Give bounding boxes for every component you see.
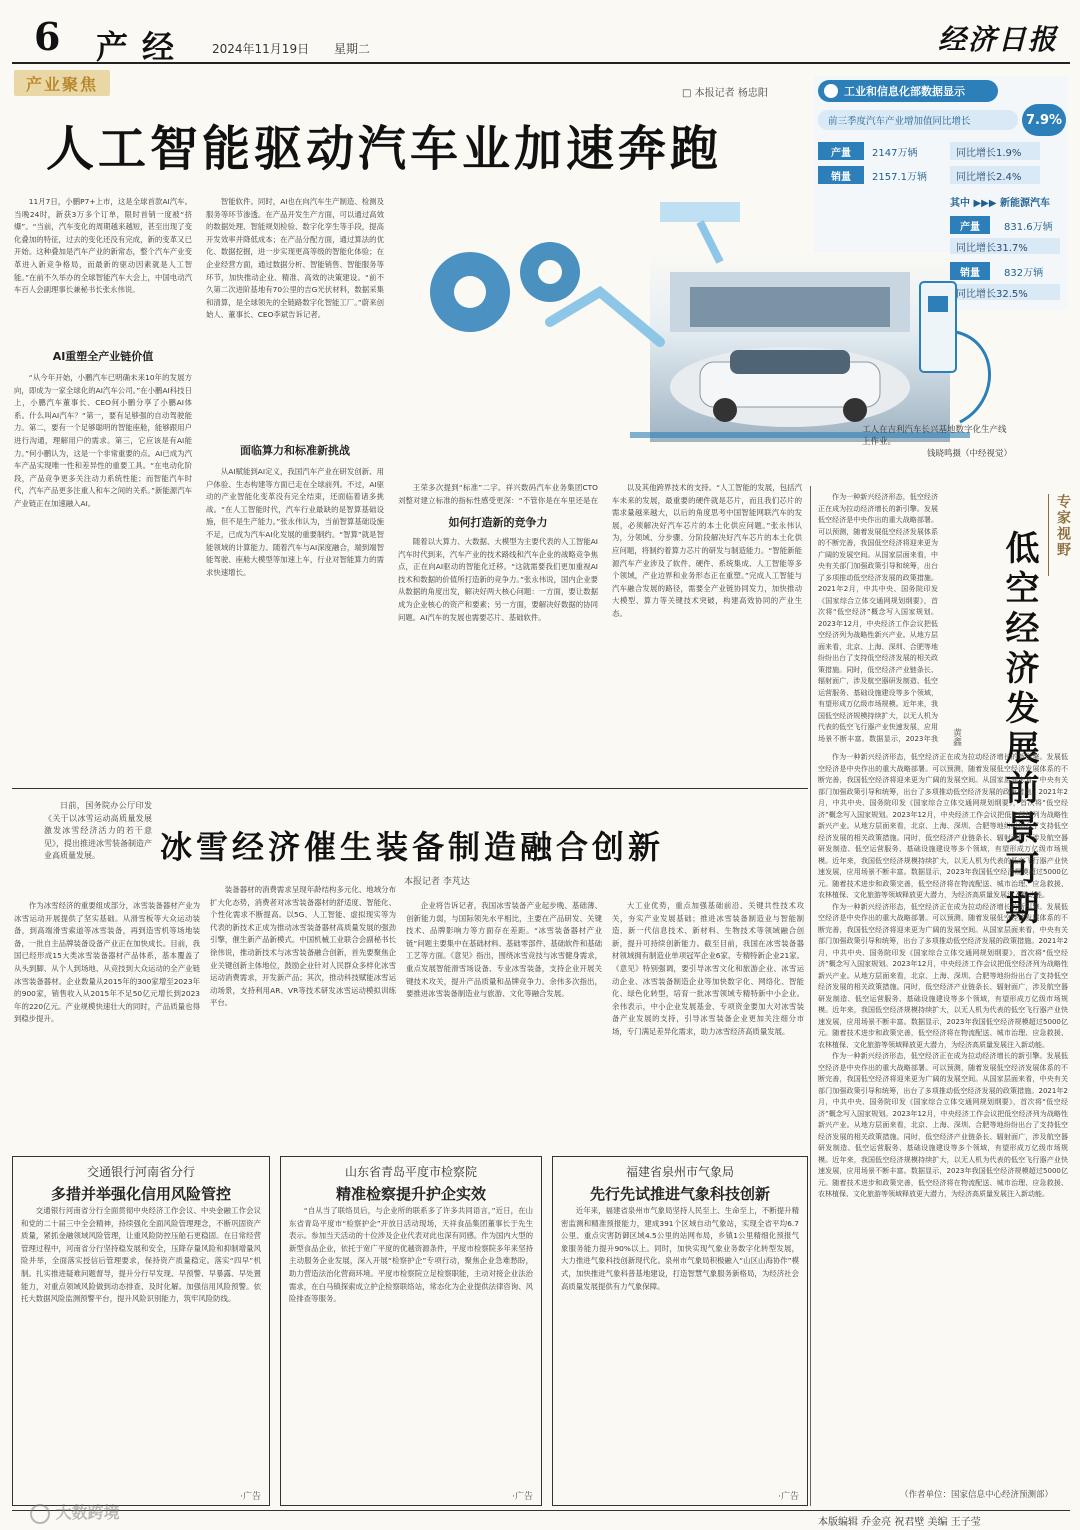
main-col1b-text: “从今年开始，小鹏汽车已明确未来10年的发展方向，即成为一家全球化的AI汽车公司。”在小鹏AI科技日上，小鹏汽车董事长、CEO何小鹏分享了小鹏AI体系。什么叫AI汽车？“第一，要有足够强的自动驾驶能力。第二，要有一个足够聪明的智能座舱，能够跟用户进行沟通，理解用户的需求。第三，它应该是有AI能力。”何小鹏认为，这是一个非常重要的点。AI已成为汽车产品实现唯一性和差异性的重要工具。“在电动化阶段，产品竞争更多关注动力系统性能；而智能汽车时代，汽车产品更多注重人和车之间的关系。”新能源汽车产业链正在加速融入AI。	[14, 373, 192, 508]
issue-weekday: 星期二	[334, 42, 371, 56]
ice-lead	[44, 800, 152, 900]
nev-prefix: 其中	[950, 198, 970, 209]
ice-col1	[14, 900, 200, 1146]
stat-value-sales: 2157.1万辆	[872, 171, 927, 183]
byline-main	[682, 84, 768, 99]
main-subhead-2: 面临算力和标准新挑战	[240, 444, 350, 457]
ad-box-procuratorate-body	[289, 1205, 533, 1487]
watermark-text: 大数跨境	[55, 1503, 120, 1522]
ice-col2-text: 装备器材的消费需求呈现年龄结构多元化、地域分布扩大化态势，消费者对冰雪装备器材的舒适度、智能化、个性化需求不断提高。以5G、人工智能、虚拟现实等为代表的新技术正成为推动冰雪装备器材高质量发展的强劲引擎，催生新产品新模式。中国机械工业联合会副秘书长徐伟说，推动新技术与冰雪装备融合创新，首先要聚焦企业关键创新主体地位，鼓励企业针对人民群众多样化冰雪运动消费需求，开发新产品；其次，推动科技赋能冰雪运动场景，支持利用AR、VR等技术研发冰雪运动模拟训练平台。	[210, 885, 396, 1008]
ad-box-bank-body	[21, 1205, 261, 1487]
main-col1-text: 11月7日，小鹏P7+上市，这是全球首款AI汽车。当晚24时，新获3万多个订单，限时首销一度被“挤爆”。“当前，汽车变化的周期越来越短，甚至出现了变化叠加的特征，过去的变化还没有完成，新的变革又已开始。这种叠加是汽车产业的新常态，整个汽车产业变革进入新竞争格局，而最新的驱动因素就是人工智能。”在前不久举办的全球智能汽车大会上，中国电动汽车百人会副理事长兼秘书长张永伟说。	[14, 197, 192, 295]
ice-headline: 冰雪经济催生装备制造融合创新	[160, 828, 665, 866]
lowalt-body-text-b: 作为一种新兴经济形态，低空经济正在成为拉动经济增长的新引擎。发展低空经济是中央作出的重大战略部署。可以预测，随着发展低空经济发展体系的不断完善，我国低空经济将迎来更为广阔的发展空间。从国家层面来看，中央有关部门加强政策引导和统筹，出台了多项推动低空经济发展的政策措施。2021年2月，中共中央、国务院印发《国家综合立体交通网规划纲要》，首次将“低空经济”概念写入国家规划。2023年12月，中央经济工作会议把低空经济列为战略性新兴产业。从地方层面来看，北京、上海、深圳、合肥等地纷纷出台了支持低空经济发展的相关政策措施。同时，低空经济产业链条长、辐射面广，涉及航空器研发制造、低空运营服务、基础设施建设等多个领域，有望形成万亿级市场规模。近年来，我国低空经济规模持续扩大，以无人机为代表的低空飞行器产业快速发展，应用场景不断丰富。数据显示，2023年我国低空经济规模超过5000亿元。随着技术进步和政策完善，低空经济将在物流配送、城市治理、应急救援、农林植保、文化旅游等领域释放更大潜力，为经济高质量发展注入新动能。	[818, 753, 1068, 899]
main-article-col1	[14, 196, 192, 338]
ad-box-weather-ad: ·广告	[778, 1492, 799, 1502]
photo-credit: 钱晓鸣摄（中经视觉）	[926, 449, 1012, 459]
lowalt-body-cont	[818, 752, 1068, 1482]
lowalt-body-text-a: 作为一种新兴经济形态，低空经济正在成为拉动经济增长的新引擎。发展低空经济是中央作出的重大战略部署。可以预测，随着发展低空经济发展体系的不断完善，我国低空经济将迎来更为广阔的发展空间。从国家层面来看，中央有关部门加强政策引导和统筹，出台了多项推动低空经济发展的政策措施。2021年2月，中共中央、国务院印发《国家综合立体交通网规划纲要》，首次将“低空经济”概念写入国家规划。2023年12月，中央经济工作会议把低空经济列为战略性新兴产业。从地方层面来看，北京、上海、深圳、合肥等地纷纷出台了支持低空经济发展的相关政策措施。同时，低空经济产业链条长、辐射面广，涉及航空器研发制造、低空运营服务、基础设施建设等多个领域，有望形成万亿级市场规模。近年来，我国低空经济规模持续扩大，以无人机为代表的低空飞行器产业快速发展，应用场景不断丰富。数据显示，2023年我	[818, 493, 938, 743]
byline-text: 本报记者 杨忠阳	[694, 88, 768, 99]
main-col3b-text: 随着以大算力、大数据、大模型为主要代表的人工智能AI汽车时代到来，汽车产业的技术路线和汽车企业的战略竞争焦点，正在向AI驱动的智能化迁移。“这就需要我们更加重视AI技术和数据的价值所打造新的竞争力。”张永伟说，国内企业要从数据的角度出发，解决好两大核心问题：一方面，要让数据成为企业核心的资产和要素；另一方面，要解决好数据的协同问题。AI汽车的发展也需要芯片、基础软件。	[398, 537, 598, 622]
lowalt-body-text-c: 作为一种新兴经济形态，低空经济正在成为拉动经济增长的新引擎。发展低空经济是中央作出的重大战略部署。可以预测，随着发展低空经济发展体系的不断完善，我国低空经济将迎来更为广阔的发展空间。从国家层面来看，中央有关部门加强政策引导和统筹，出台了多项推动低空经济发展的政策措施。2021年2月，中共中央、国务院印发《国家综合立体交通网规划纲要》，首次将“低空经济”概念写入国家规划。2023年12月，中央经济工作会议把低空经济列为战略性新兴产业。从地方层面来看，北京、上海、深圳、合肥等地纷纷出台了支持低空经济发展的相关政策措施。同时，低空经济产业链条长、辐射面广，涉及航空器研发制造、低空运营服务、基础设施建设等多个领域，有望形成万亿级市场规模。近年来，我国低空经济规模持续扩大，以无人机为代表的低空飞行器产业快速发展，应用场景不断丰富。数据显示，2023年我国低空经济规模超过5000亿元。随着技术进步和政策完善，低空经济将在物流配送、城市治理、应急救援、农林植保、文化旅游等领域释放更大潜力，为经济高质量发展注入新动能。	[818, 902, 1068, 1049]
lowalt-credit: （作者单位：国家信息中心经济预测部）	[900, 1490, 1054, 1500]
ad-box-weather-body-text: 近年来，福建省泉州市气象局坚持人民至上、生命至上，不断提升精密监测和精准预报能力，建成391个区域自动气象站，实现全省平均6.7公里、重点灾害防御区域4.5公里的站网布局，乡镇1公里精细化预报气象服务能力提升90%以上。同时，加快实现气象业务数字化转型发展，大力推进气象科技创新现代化。泉州市气象局积极融入“山区山海协作”模式，加快推进气象科普基地建设，打造智慧气象服务新格局，为经济社会高质量发展提供有力气象保障。	[561, 1206, 799, 1291]
watermark-logo-icon	[30, 1504, 50, 1524]
nev-value-sales: 832万辆	[1004, 267, 1044, 279]
ice-col4-text: 大工业优势，重点加强基础前沿、关键共性技术攻关，夯实产业发展基础；推进冰雪装备制造业与智能制造、新一代信息技术、新材料、生物技术等领域融合创新，提升可持续创新能力。截至目前，我国在冰雪装备器材领域拥有制造业单项冠军企业6家、专精特新企业21家。《意见》特别强调，要引导冰雪文化和旅游企业、冰雪运动企业、冰雪装备制造企业等加快数字化、网络化、智能化、绿色化转型，培育一批冰雪领域专精特新中小企业。余伟表示，中小企业发展基金、专项资金要加大对冰雪装备产业发展的支持，引导冰雪装备企业更加关注细分市场，专门满足差异化需求，助力冰雪经济高质量发展。	[612, 901, 804, 1036]
data-panel-title: 工业和信息化部数据显示	[844, 85, 965, 98]
stat-label-output: 产量	[818, 142, 864, 160]
ice-col3	[406, 900, 602, 1146]
main-col2b-text: 从AI赋能到AI定义，我国汽车产业在研发创新、用户体验、生态构建等方面已走在全球前列。不过，AI驱动的产业智能化变革没有完全结束，还面临着诸多挑战。“在人工智能时代，汽车行业最缺的是智算基础设施，但不是生产能力。”张永伟认为，当前智算基础设施不足，已成为汽车AI化发展的重要制约。“智算”就是智能领域的计算能力。随着汽车与AI深度融合，端到端智能驾驶、座舱大模型等加速上车，行业对智能算力的需求快速增长。	[206, 467, 384, 577]
ad-box-weather-org: 福建省泉州市气象局	[625, 1165, 734, 1179]
main-article-col2b	[206, 466, 384, 780]
ad-box-bank-body-text: 交通银行河南省分行全面贯彻中央经济工作会议、中央金融工作会议和党的二十届三中全会精神，持续强化全面风险管理理念，不断巩固资产质量，紧抓金融领域风险管理，让重风险防控压舱石更稳固。在日常经营管理过程中，河南省分行坚持稳发展和安全，压降存量风险和抑制增量风险并举，全面落实授信后管理要求，保持资产质量稳定。落实“四早”机制。扎实推进疑难问题督导，提升分行早发现、早预警、早暴露、早处置能力，对重点领域风险做到动态排查、及时化解。加强信用风险预警。依托大数据风险监测预警平台，提升风险识别能力，筑牢风险防线。	[21, 1206, 261, 1304]
data-panel-icon	[824, 84, 838, 98]
main-article-col3	[398, 482, 598, 506]
newspaper-logo: 经济日报	[938, 23, 1059, 56]
growth-badge	[1022, 104, 1066, 136]
ice-byline: 本报记者 李芃达	[404, 877, 470, 887]
ice-col1-text: 作为冰雪经济的重要组成部分，冰雪装备器材产业为冰雪运动开展提供了坚实基础。从滑雪板等大众运动装备，到高端滑雪索道等冰雪装备，再到造雪机等场地装备，一批自主品牌装备设备产业正在加快成长。目前，我国已经形成15大类冰雪装备器材产品体系，基本覆盖了从头到脚、从个人到场地、从竞技到大众运动的全产业链冰雪装备器材。企业数量从2015年的300家增至2023年的900家，销售收入从2015年不足50亿元增长到2023年的220亿元。产业规模快速壮大的同时，产品质量也得到稳步提升。	[14, 901, 200, 1024]
lowalt-body-text-d: 作为一种新兴经济形态，低空经济正在成为拉动经济增长的新引擎。发展低空经济是中央作出的重大战略部署。可以预测，随着发展低空经济发展体系的不断完善，我国低空经济将迎来更为广阔的发展空间。从国家层面来看，中央有关部门加强政策引导和统筹，出台了多项推动低空经济发展的政策措施。2021年2月，中共中央、国务院印发《国家综合立体交通网规划纲要》，首次将“低空经济”概念写入国家规划。2023年12月，中央经济工作会议把低空经济列为战略性新兴产业。从地方层面来看，北京、上海、深圳、合肥等地纷纷出台了支持低空经济发展的相关政策措施。同时，低空经济产业链条长、辐射面广，涉及航空器研发制造、低空运营服务、基础设施建设等多个领域，有望形成万亿级市场规模。近年来，我国低空经济规模持续扩大，以无人机为代表的低空飞行器产业快速发展，应用场景不断丰富。数据显示，2023年我国低空经济规模超过5000亿元。随着技术进步和政策完善，低空经济将在物流配送、城市治理、应急救援、农林植保、文化旅游等领域释放更大潜力，为经济高质量发展注入新动能。	[818, 1052, 1068, 1198]
ad-box-procuratorate-org: 山东省青岛平度市检察院	[344, 1165, 477, 1179]
expert-tag	[1048, 494, 1075, 576]
main-col3-text: 王荣多次提到“标准”二字。祥兴数码汽车业务集团CTO刘整对建立标准的指标性感受更深：“不管你是在车里还是在	[398, 483, 598, 505]
footer-editors: 本版编辑 乔金亮 祝君壁 美编 王子莹	[818, 1517, 981, 1528]
growth-line	[818, 110, 1018, 130]
stat-label-sales: 销量	[818, 166, 864, 184]
ad-box-procuratorate	[280, 1156, 542, 1506]
stat-value-output: 2147万辆	[872, 147, 918, 159]
ad-box-procuratorate-title: 精准检察提升护企实效	[335, 1185, 486, 1203]
headline-main: 人工智能驱动汽车业加速奔跑	[46, 121, 723, 177]
main-subhead-3: 如何打造新的竞争力	[448, 516, 548, 529]
growth-value: 7.9%	[1025, 112, 1063, 128]
main-article-col4	[612, 482, 802, 780]
main-col2-text: 智能软件。同时，AI也在向汽车生产制造、检测及服务等环节渗透。在产品开发生产方面，可以通过高效的数据处理、智能规划检验、数字化孪生等手段，提高开发效率并降低成本；在产品分配方面，通过算法的优化、数据挖掘，进一步实现更高等级的智能化体验；在企业经营方面，通过数据分析、智能销售、智能服务等环节，加快推动企业、精准、高效的决策建设。“前不久第二次进阶基地有70公里的吉G光伏材料，数据采集和清算，是全球领先的全链路数字化智能工厂。”蔚来创始人、董事长、CEO李斌告诉记者。	[206, 197, 384, 320]
photo-caption	[862, 424, 1012, 460]
stat-growth-sales: 同比增长2.4%	[950, 166, 1040, 184]
ice-col2	[210, 884, 396, 1146]
ice-col3-text: 企业将告诉记者，我国冰雪装备产业起步晚、基础薄、创新能力弱，与国际领先水平相比，主要在产品研发、关键技术、品牌影响力等方面存在差距。“冰雪装备器材产业链”问题主要集中在基础材料、基础零部件、基础软件和基础工艺等方面。《意见》指出，围绕冰雪竞技与冰雪健身需求，重点发展智能滑雪场设备、专业冰雪装备，支持企业开展关键技术攻关，提升产品质量和品牌竞争力。余伟多次指出，要推进冰雪装备制造业与旅游、文化等融合发展。	[406, 901, 602, 999]
growth-text: 前三季度汽车产业增加值同比增长	[828, 116, 971, 127]
nev-arrow-icon: ▶▶▶	[973, 198, 1001, 209]
nev-label-output: 产量	[950, 216, 990, 234]
section-title: 产经	[96, 28, 189, 66]
ad-box-procuratorate-ad: ·广告	[512, 1492, 533, 1502]
stat-growth-output: 同比增长1.9%	[950, 142, 1040, 160]
issue-date: 2024年11月19日	[212, 42, 310, 56]
main-article-col2	[206, 196, 384, 432]
ad-box-bank	[12, 1156, 270, 1506]
main-subhead-1: AI重塑全产业链价值	[52, 350, 154, 363]
ad-box-bank-ad: ·广告	[240, 1492, 261, 1502]
byline-icon: □	[682, 88, 695, 99]
data-panel-header	[818, 80, 998, 102]
expert-tag-text: 专家视野	[1055, 494, 1071, 558]
page-number: 6	[34, 14, 61, 59]
lowalt-body	[818, 492, 938, 744]
photo-caption-text: 工人在吉利汽车长兴基地数字化生产线上作业。	[862, 425, 1007, 447]
nev-title: 新能源汽车	[1000, 198, 1051, 209]
lowalt-author: 黄鑫	[951, 728, 961, 746]
ice-lead-text: 日前，国务院办公厅印发《关于以冰雪运动高质量发展激发冰雪经济活力的若干意见》，提出推进冰雪装备制造产业高质量发展。	[44, 801, 152, 861]
lowalt-headline: 低空经济发展前景可期	[999, 530, 1039, 930]
watermark	[30, 1500, 120, 1524]
nev-value-output: 831.6万辆	[1004, 221, 1053, 233]
ad-box-weather	[552, 1156, 808, 1506]
ad-box-bank-title: 多措并举强化信用风险管控	[50, 1185, 231, 1203]
ad-box-weather-title: 先行先试推进气象科技创新	[589, 1185, 770, 1203]
main-article-col1b	[14, 372, 192, 780]
ice-col4	[612, 900, 804, 1146]
nev-label-sales: 销量	[950, 262, 990, 280]
ad-box-bank-org: 交通银行河南省分行	[86, 1165, 195, 1179]
nev-growth-output: 同比增长31.7%	[950, 238, 1060, 254]
ad-box-weather-body	[561, 1205, 799, 1487]
column-tag-label: 产业聚焦	[25, 74, 98, 94]
column-tag	[14, 70, 110, 96]
main-col4-text: 以及其他跨界技术的支持。“人工智能的发展，包括汽车未来的发展，最重要的硬件就是芯片，而且我们芯片的需求量越来越大，以后的角度思考中国智能网联汽车的发展，必须解决好汽车芯片的本土化供应问题。”张永伟认为，分领域、分步骤、分阶段解决好汽车芯片的本土化供应问题，将制约着算力芯片的研发与制造能力。“智能新能源汽车产业涉及了软件、硬件、系统集成、人工智能等多个领域，产业边界和业务形态正在重塑。”完成人工智能与汽车融合发展的路径，需要全产业链协同发力，加快推动大模型、算力等关键技术突破，构建高效协同的产业生态。	[612, 483, 802, 618]
ad-box-procuratorate-body-text: “自从当了联络员后，与企业所的联系多了许多共同语言，”近日，在山东省青岛平度市“检察护企”开放日活动现场，天祥食品集团董事长于先生表示。参加当天活动的十位涉及企业代表对此也深有同感。作为国内大型的新型食品企业，依托于宽广平度的优越资源条件，平度市检察院多年来坚持主动服务企业发展，深入开展“检察护企”专项行动，聚焦企业急难愁盼，助力营造法治化营商环境。平度市检察院立足检察职能，主动对接企业法治需求，在白马镇探索成立护企检察联络站，常态化为企业提供法律咨询、风险排查等服务。	[289, 1206, 533, 1304]
nev-growth-sales: 同比增长32.5%	[950, 284, 1060, 300]
main-article-col3b	[398, 536, 598, 780]
